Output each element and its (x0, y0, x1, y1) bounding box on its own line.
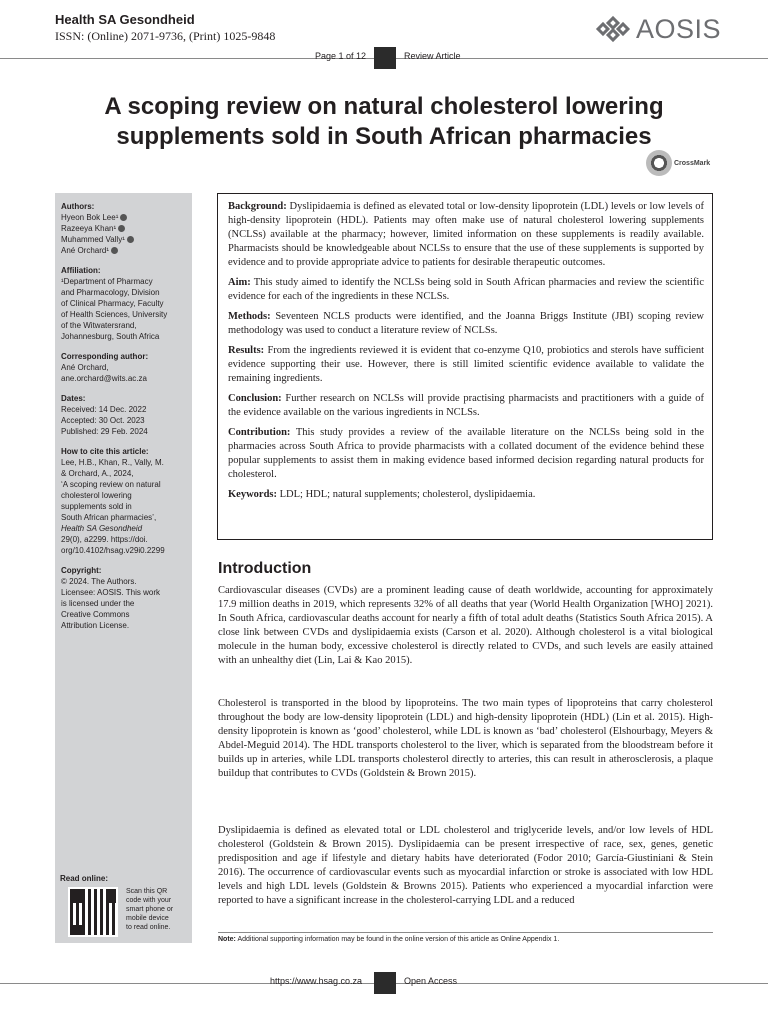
body-paragraph: Cardiovascular diseases (CVDs) are a prominent leading cause of death worldwide, accounting for approximately 17.9 million deaths in 2019, which represents 32% of all deaths that year (World Health Organization [WHO] 2021). In South Africa, cardiovascular deaths account for nearly a fifth of total adult deaths (Statistics South Africa 2015). A close link between CVDs and dyslipidaemia exists (Carson et al. 2020). Although cholesterol is a vital biological molecule in the human body, excessive cholesterol is directly related to CVDs, and such levels are easily attained with an unhealthy diet (Lin, Lai & Kao 2015). (218, 585, 713, 666)
qr-caption (126, 887, 173, 937)
author-name: Muhammed Vally¹ (61, 235, 125, 244)
citation-doi[interactable]: 29(0), a2299. https://doi. (61, 535, 148, 544)
abstract-text: Seventeen NCLS products were identified, and the Joanna Briggs Institute (JBI) scoping review methodology was used to conduct a literature review of NCLSs. (228, 311, 705, 336)
orcid-icon[interactable] (120, 214, 127, 221)
article-type: Review Article (404, 51, 461, 61)
qr-caption-line: to read online. (126, 924, 171, 931)
journal-header (55, 12, 275, 44)
affiliation-line: and Pharmacology, Division (61, 288, 160, 297)
title-line-2: supplements sold in South African pharmacies (116, 123, 652, 150)
affiliation-line: ¹Department of Pharmacy (61, 277, 153, 286)
affiliation-heading: Affiliation: (61, 266, 101, 275)
copyright-block (61, 565, 186, 631)
authors-block (61, 201, 186, 256)
page-strip (0, 47, 768, 69)
orcid-icon[interactable] (111, 247, 118, 254)
abstract-label: Background: (228, 201, 287, 212)
dates-heading: Dates: (61, 394, 86, 403)
abstract-conclusion (228, 392, 704, 420)
abstract-text: This study provides a review of the available literature on the NCLSs being sold in the pharmacies across South Africa to provide pharmacists with a collated document of the evidence behind these popular supplements to assist them in making evidence based informed decision regarding natural products for cholesterol. (228, 427, 704, 480)
publisher-name: AOSIS (636, 14, 722, 44)
copyright-line: is licensed under the (61, 599, 135, 608)
copyright-line: © 2024. The Authors. (61, 577, 137, 586)
abstract-keywords (228, 488, 704, 502)
journal-name: Health SA Gesondheid (55, 12, 195, 27)
copyright-line: Creative Commons (61, 610, 130, 619)
affiliation-block (61, 265, 186, 342)
abstract-text: Further research on NCLSs will provide practising pharmacists and practitioners with a guide of the evidence available on the various ingredients in NCLSs. (228, 393, 704, 418)
author-name: Hyeon Bok Lee¹ (61, 213, 119, 222)
author-item (61, 245, 186, 256)
citation-block (61, 446, 186, 556)
qr-caption-line: code with your (126, 897, 172, 904)
abstract-label: Aim: (228, 277, 251, 288)
corresponding-block (61, 351, 186, 384)
author-item (61, 223, 186, 234)
abstract-label: Results: (228, 345, 265, 356)
copyright-heading: Copyright: (61, 566, 102, 575)
footnote (218, 936, 559, 943)
copyright-line: Attribution License. (61, 621, 130, 630)
citation-line: supplements sold in (61, 502, 132, 511)
abstract-text: Dyslipidaemia is defined as elevated total or low-density lipoprotein (LDL) levels or low levels of high-density lipoprotein (HDL). Patients may often make use of natural cholesterol lowering supplements (NCLSs) available at the pharmacy; however, limited information on these supplements is readily available. Pharmacists should be knowledgeable about NCLSs to ensure that the use of these supplements is supported by evidence and to provide appropriate advice to patients for desirable therapeutic outcomes. (228, 201, 705, 268)
citation-doi[interactable]: org/10.4102/hsag.v29i0.2299 (61, 546, 165, 555)
affiliation-line: of Health Sciences, University (61, 310, 168, 319)
abstract-label: Methods: (228, 311, 271, 322)
dates-block (61, 393, 186, 437)
title-line-1: A scoping review on natural cholesterol lowering (104, 93, 664, 120)
journal-issn: ISSN: (Online) 2071-9736, (Print) 1025-9848 (55, 29, 276, 43)
date-accepted: Accepted: 30 Oct. 2023 (61, 416, 145, 425)
footer-url-link[interactable]: https://www.hsag.co.za (270, 976, 363, 986)
article-sidebar (55, 193, 192, 943)
note-divider (218, 932, 713, 933)
authors-heading: Authors: (61, 202, 95, 211)
body-paragraph: Cholesterol is transported in the blood by lipoproteins. The two main types of lipoproteins that carry cholesterol throughout the body are low-density lipoprotein (LDL) and high-density lipoprotein (HDL) (Lin et al. 2015). High-density lipoprotein is known as ‘good’ cholesterol, while LDL is known as ‘bad’ cholesterol (Elshourbagy, Meyers & Abdel-Meguid 2014). The HDL transports cholesterol to the liver, which is separated from the bloodstream before it builds up in arteries, while LDL transports cholesterol directly to arteries, this can result in atherosclerosis, a plaque buildup that contributes to CVDs (Goldstein & Brown 2015). (218, 698, 713, 779)
citation-journal: Health SA Gesondheid (61, 524, 143, 533)
footer-marker (374, 972, 396, 994)
crossmark-icon[interactable] (646, 150, 672, 176)
affiliation-line: of Clinical Pharmacy, Faculty (61, 299, 164, 308)
abstract-results (228, 344, 704, 386)
date-received: Received: 14 Dec. 2022 (61, 405, 147, 414)
citation-line: ‘A scoping review on natural (61, 480, 161, 489)
citation-heading: How to cite this article: (61, 447, 149, 456)
abstract-text: LDL; HDL; natural supplements; cholesterol, dyslipidaemia. (279, 489, 536, 500)
abstract-background (228, 200, 704, 270)
publisher-logo (596, 14, 721, 45)
citation-line: South African pharmacies’, (61, 513, 157, 522)
abstract-methods (228, 310, 704, 338)
abstract-label: Keywords: (228, 489, 277, 500)
abstract-contribution (228, 426, 704, 482)
abstract-aim (228, 276, 704, 304)
author-name: Ané Orchard¹ (61, 246, 110, 255)
aosis-logo-icon (596, 17, 632, 43)
article-title (40, 92, 728, 152)
footer-strip (0, 972, 768, 994)
affiliation-line: of the Witwatersrand, (61, 321, 137, 330)
abstract-box (217, 193, 713, 540)
citation-line: & Orchard, A., 2024, (61, 469, 134, 478)
strip-marker (374, 47, 396, 69)
section-heading: Introduction (218, 560, 312, 577)
author-name: Razeeya Khan¹ (61, 224, 117, 233)
orcid-icon[interactable] (118, 225, 125, 232)
abstract-text: This study aimed to identify the NCLSs being sold in South African pharmacies and review the scientific evidence for each of the ingredients in these NCLSs. (228, 277, 704, 302)
note-label: Note: (218, 936, 236, 943)
body-paragraph: Dyslipidaemia is defined as elevated total or LDL cholesterol and triglyceride levels, and/or low levels of HDL cholesterol (Goldstein & Brown 2015). Dyslipidaemia can be present irrespective of race, sex, genes, genetic predisposition and age if lifestyle and dietary habits have deteriorated (Fodor 2010; García-Giustiniani & Stein 2016). The occurrence of cardiovascular events such as myocardial infarction or stroke is associated with low HDL levels and high LDL levels (Goldstein & Browns 2015). Patients who experienced a myocardial infarction were reported to have a significant increase in the cholesterol-carrying LDL and a reduced (218, 825, 713, 906)
affiliation-line: Johannesburg, South Africa (61, 332, 160, 341)
date-published: Published: 29 Feb. 2024 (61, 427, 148, 436)
copyright-line: Licensee: AOSIS. This work (61, 588, 161, 597)
corresponding-heading: Corresponding author: (61, 352, 149, 361)
qr-caption-line: Scan this QR (126, 888, 168, 895)
abstract-label: Contribution: (228, 427, 291, 438)
author-item (61, 234, 186, 245)
note-text: Additional supporting information may be found in the online version of this article as Online Appendix 1. (237, 936, 560, 943)
qr-caption-line: smart phone or (126, 906, 174, 913)
qr-caption-line: mobile device (126, 915, 169, 922)
crossmark-label: CrossMark (674, 159, 711, 167)
citation-line: cholesterol lowering (61, 491, 132, 500)
qr-code-icon[interactable] (68, 887, 118, 937)
abstract-label: Conclusion: (228, 393, 282, 404)
footer-access: Open Access (404, 976, 458, 986)
read-online-block (60, 874, 188, 937)
page-number: Page 1 of 12 (315, 51, 367, 61)
read-online-heading: Read online: (60, 874, 109, 883)
corresponding-email-link[interactable]: ane.orchard@wits.ac.za (61, 374, 147, 383)
citation-line: Lee, H.B., Khan, R., Vally, M. (61, 458, 164, 467)
crossmark-badge[interactable] (646, 150, 710, 176)
author-item (61, 212, 186, 223)
orcid-icon[interactable] (127, 236, 134, 243)
corresponding-name: Ané Orchard, (61, 363, 109, 372)
abstract-text: From the ingredients reviewed it is evident that co-enzyme Q10, probiotics and sterols have sufficient evidence supporting their use. However, there is still limited scientific evidence available to validate the remaining ingredients. (228, 345, 705, 384)
